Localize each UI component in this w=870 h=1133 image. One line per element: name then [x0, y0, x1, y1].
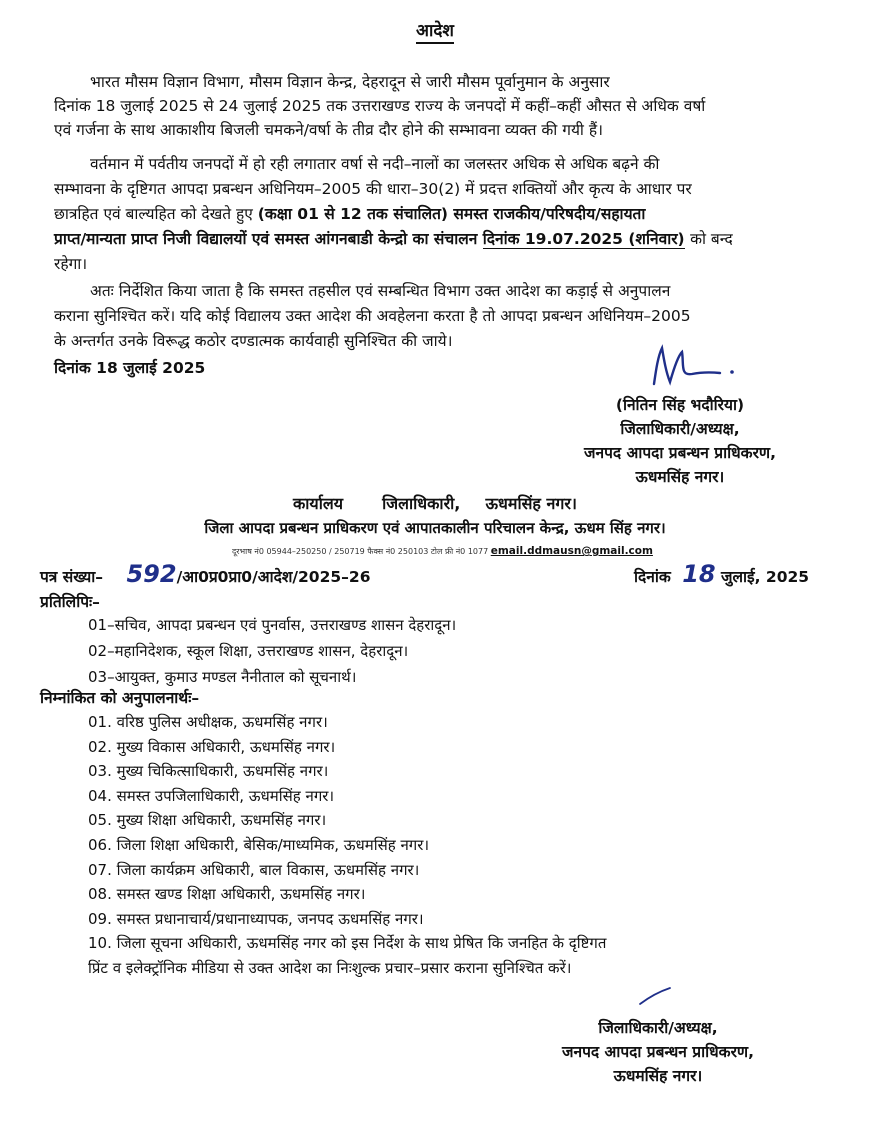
signature-icon — [640, 342, 750, 392]
para1-line: एवं गर्जना के साथ आकाशीय बिजली चमकने/वर्षा के तीव्र दौर होने की सम्भावना व्यक्त की गयी हैं। — [54, 121, 603, 139]
para2-line: रहेगा। — [54, 255, 88, 273]
list-item: 03. मुख्य चिकित्साधिकारी, ऊधमसिंह नगर। — [88, 762, 329, 781]
document-title — [0, 18, 870, 41]
initial-mark-icon — [636, 986, 676, 1008]
letter-date-handwritten: 18 — [682, 560, 716, 588]
list-item: 10. जिला सूचना अधिकारी, ऊधमसिंह नगर को इस निर्देश के साथ प्रेषित कि जनहित के दृष्टिगत — [88, 934, 607, 953]
para2-line: वर्तमान में पर्वतीय जनपदों में हो रही लगातार वर्षा से नदी–नालों का जलस्तर अधिक से अधिक बढ़ने की — [90, 155, 660, 173]
para3-line: के अन्तर्गत उनके विरूद्ध कठोर दण्डात्मक कार्यवाही सुनिश्चित की जाये। — [54, 332, 453, 350]
list-item: 02–महानिदेशक, स्कूल शिक्षा, उत्तराखण्ड शासन, देहरादून। — [88, 642, 409, 660]
list-item: 01. वरिष्ठ पुलिस अधीक्षक, ऊधमसिंह नगर। — [88, 713, 328, 731]
schools-scope: प्राप्त/मान्यता प्राप्त निजी विद्यालयों एवं समस्त आंगनबाडी केन्द्रो का संचालन — [54, 230, 478, 248]
signatory-designation: जिलाधिकारी/अध्यक्ष, — [598, 1019, 718, 1037]
list-item: 04. समस्त उपजिलाधिकारी, ऊधमसिंह नगर। — [88, 786, 335, 805]
para2-text: को बन्द — [690, 230, 733, 248]
signatory-block-2 — [508, 1016, 808, 1088]
para2-text: छात्रहित एवं बाल्यहित को देखते हुए — [54, 205, 253, 223]
contact-numbers: दूरभाष नं0 05944–250250 / 250719 फैक्स नं0 250103 टोल फ्री नं0 1077 — [232, 547, 489, 556]
list-item: 05. मुख्य शिक्षा अधिकारी, ऊधमसिंह नगर। — [88, 811, 327, 830]
para2-line: सम्भावना के दृष्टिगत आपदा प्रबन्धन अधिनियम–2005 की धारा–30(2) में प्रदत्त शक्तियों और कृत्य के आधार पर — [54, 180, 692, 198]
email-link[interactable]: email.ddmausn@gmail.com — [490, 545, 653, 557]
signatory-authority: जनपद आपदा प्रबन्धन प्राधिकरण, — [561, 1043, 755, 1061]
compliance-heading: निम्नांकित को अनुपालनार्थः– — [40, 689, 200, 707]
classes-scope: (कक्षा 01 से 12 तक संचालित) समस्त राजकीय/परिषदीय/सहायता — [257, 205, 646, 223]
letter-number-suffix: /आ0प्र0प्रा0/आदेश/2025–26 — [176, 568, 371, 586]
copy-heading: प्रतिलिपिः– — [40, 593, 100, 611]
office-place: ऊधमसिंह नगर। — [485, 494, 577, 513]
para1-line: भारत मौसम विज्ञान विभाग, मौसम विज्ञान केन्द्र, देहरादून से जारी मौसम पूर्वानुमान के अनुसार — [90, 73, 610, 91]
signatory-authority: जनपद आपदा प्रबन्धन प्राधिकरण, — [583, 444, 777, 462]
para3-line: अतः निर्देशित किया जाता है कि समस्त तहसील एवं सम्बन्धित विभाग उक्त आदेश का कड़ाई से अनुपालन — [90, 282, 671, 300]
para2-line — [54, 202, 645, 226]
office-header-line2: जिला आपदा प्रबन्धन प्राधिकरण एवं आपातकालीन परिचालन केन्द्र, ऊधम सिंह नगर। — [204, 519, 666, 537]
letter-number — [40, 562, 370, 589]
signatory-place: ऊधमसिंह नगर। — [613, 1067, 703, 1085]
contact-line — [232, 545, 653, 557]
list-item: 02. मुख्य विकास अधिकारी, ऊधमसिंह नगर। — [88, 737, 336, 756]
title-text: आदेश — [416, 21, 454, 44]
order-date: दिनांक 18 जुलाई 2025 — [54, 359, 206, 377]
office-designation: जिलाधिकारी, — [382, 494, 461, 513]
office-word: कार्यालय — [293, 494, 343, 513]
copies-list — [88, 612, 456, 690]
signatory-designation: जिलाधिकारी/अध्यक्ष, — [620, 420, 740, 438]
letter-number-handwritten: 592 — [126, 560, 177, 588]
list-item: 06. जिला शिक्षा अधिकारी, बेसिक/माध्यमिक, ऊधमसिंह नगर। — [88, 835, 430, 854]
list-item: 09. समस्त प्रधानाचार्य/प्रधानाध्यापक, जनपद ऊधमसिंह नगर। — [88, 909, 424, 928]
letter-number-label: पत्र संख्या– — [40, 568, 104, 586]
list-item-continuation: प्रिंट व इलेक्ट्रॉनिक मीडिया से उक्त आदेश का निःशुल्क प्रचार–प्रसार कराना सुनिश्चित करें। — [88, 958, 572, 977]
letter-date — [634, 562, 809, 589]
para3-line: कराना सुनिश्चित करें। यदि कोई विद्यालय उक्त आदेश की अवहेलना करता है तो आपदा प्रबन्धन अधिनियम–2005 — [54, 307, 691, 325]
compliance-list — [88, 710, 606, 981]
list-item: 08. समस्त खण्ड शिक्षा अधिकारी, ऊधमसिंह नगर। — [88, 885, 366, 904]
signatory-block — [530, 393, 830, 489]
list-item: 03–आयुक्त, कुमाउ मण्डल नैनीताल को सूचनार्थ। — [88, 668, 357, 686]
para2-line — [54, 227, 733, 251]
closure-date: दिनांक 19.07.2025 (शनिवार) — [482, 230, 685, 248]
letter-date-rest: जुलाई, 2025 — [721, 568, 810, 586]
letter-date-label: दिनांक — [634, 568, 671, 586]
office-header-line1 — [0, 492, 870, 514]
signatory-name: (नितिन सिंह भदौरिया) — [615, 396, 745, 414]
signatory-place: ऊधमसिंह नगर। — [635, 468, 725, 486]
list-item: 07. जिला कार्यक्रम अधिकारी, बाल विकास, ऊधमसिंह नगर। — [88, 860, 420, 879]
para1-line: दिनांक 18 जुलाई 2025 से 24 जुलाई 2025 तक उत्तराखण्ड राज्य के जनपदों में कहीं–कहीं औसत से अधिक वर्षा — [54, 97, 706, 115]
list-item: 01–सचिव, आपदा प्रबन्धन एवं पुनर्वास, उत्तराखण्ड शासन देहरादून। — [88, 616, 457, 634]
